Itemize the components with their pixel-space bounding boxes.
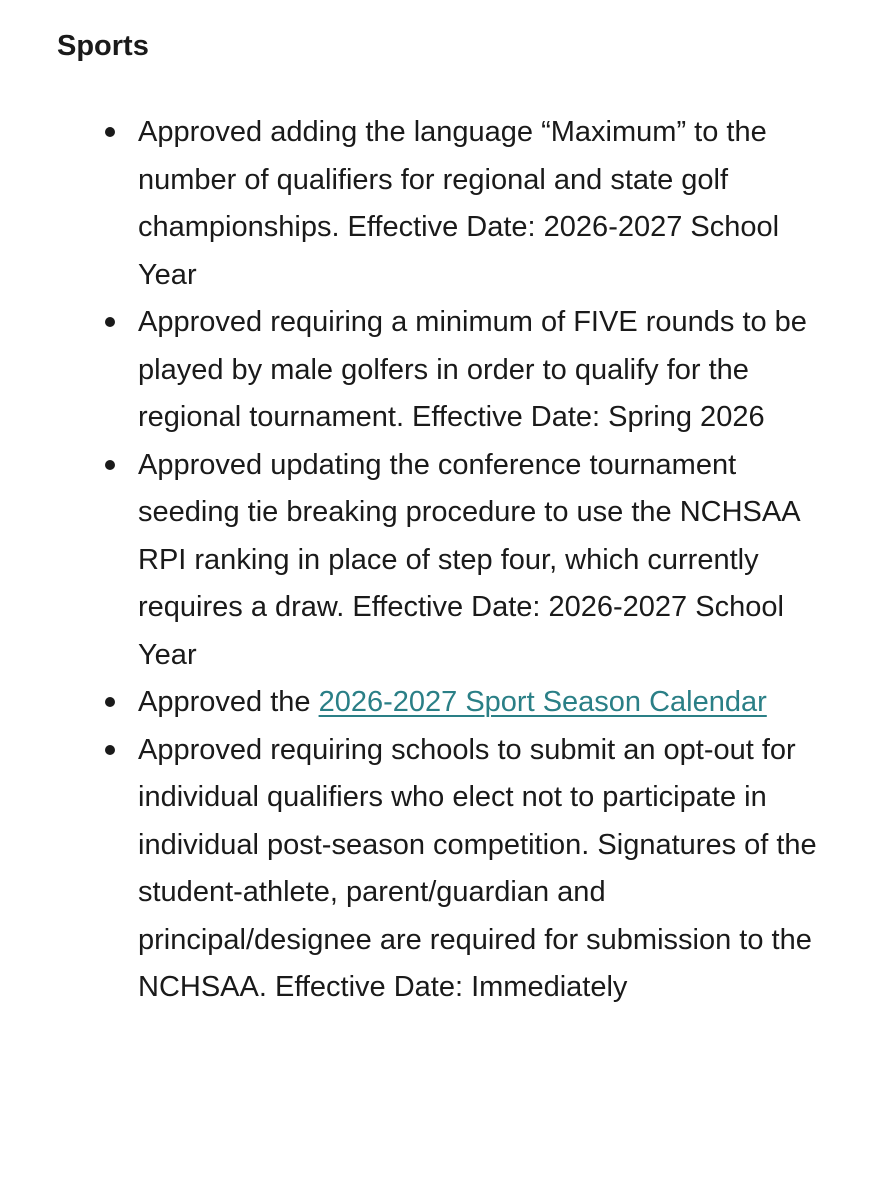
list-item	[0, 679, 886, 727]
item-text: Approved requiring a minimum of FIVE rounds to be played by male golfers in order to qualify for the regional tournament. Effective Date: Spring 2026	[138, 306, 807, 433]
bullet-icon	[105, 460, 115, 470]
bullet-icon	[105, 745, 115, 755]
list-item	[0, 442, 886, 680]
item-text: Approved requiring schools to submit an opt-out for individual qualifiers who elect not to participate in individual post-season competition. Signatures of the student-athlete, parent/guardian and principal/designee are required for submission to the NCHSAA. Effective Date: Immediately	[138, 733, 817, 1003]
bullet-icon	[105, 317, 115, 327]
bullet-icon	[105, 127, 115, 137]
bullet-icon	[105, 697, 115, 707]
section-heading: Sports	[57, 30, 149, 62]
item-text: Approved the	[138, 686, 319, 718]
list-item	[0, 299, 886, 442]
bullet-list	[0, 109, 886, 1012]
list-item	[0, 109, 886, 299]
item-text: Approved updating the conference tournament seeding tie breaking procedure to use the NCHSAA RPI ranking in place of step four, which currently requires a draw. Effective Date: 2026-2027 School Year	[138, 448, 799, 671]
sport-season-calendar-link[interactable]: 2026-2027 Sport Season Calendar	[318, 686, 767, 718]
item-text: Approved adding the language “Maximum” to the number of qualifiers for regional and state golf championships. Effective Date: 2026-2027 School Year	[138, 116, 780, 291]
list-item	[0, 727, 886, 1012]
